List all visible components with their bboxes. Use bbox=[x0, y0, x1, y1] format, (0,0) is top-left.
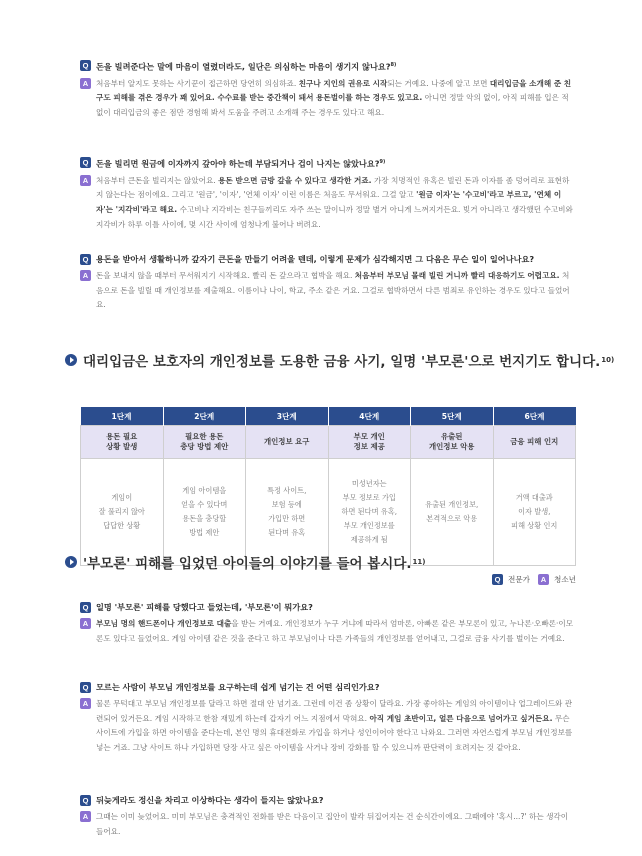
a-badge-icon: A bbox=[80, 78, 91, 89]
stage-header: 1단계 bbox=[81, 407, 164, 426]
a-badge-icon: A bbox=[80, 811, 91, 822]
stage-name: 개인정보 요구 bbox=[246, 426, 329, 459]
emphasis-text: 친구나 지인의 권유로 시작 bbox=[298, 78, 388, 88]
footnote-ref: 11) bbox=[412, 558, 426, 566]
question-text: 뒤늦게라도 정신을 차리고 이상하다는 생각이 들지는 않았나요? bbox=[96, 795, 324, 805]
answer-text bbox=[96, 269, 575, 313]
answer bbox=[80, 269, 575, 313]
answer-segment: 가장 치명적인 유혹은 빌린 돈과 이자를 좀 덩어리로 표현하지 않는다는 점이에요. 그리고 '원금', '이자', '연체 이자' 이런 이름은 처음도 무서워요. 그걸 알고 bbox=[96, 175, 570, 200]
section-title-text: '부모론' 피해를 입었던 아이들의 이야기를 들어 봅시다. bbox=[83, 556, 412, 572]
q-badge-icon: Q bbox=[492, 574, 503, 585]
answer-text bbox=[96, 810, 575, 839]
a-badge-icon: A bbox=[80, 175, 91, 186]
answer-text bbox=[96, 617, 575, 646]
question-text: 돈을 빌리면 원금에 이자까지 갚아야 하는데 부담되거나 겁이 나지는 않았나요?$^{9)}$ bbox=[96, 158, 386, 169]
stage-header: 2단계 bbox=[163, 407, 246, 426]
qa-item-4 bbox=[80, 601, 575, 646]
answer-segment: 처음부터 알지도 못하는 사기꾼이 접근하면 당연히 의심하죠. bbox=[96, 78, 299, 88]
stage-description: 특정 사이트, 보험 등에 가입만 하면 된다며 유혹 bbox=[246, 459, 329, 566]
emphasis-text: 부모님 명의 핸드폰이나 개인정보로 대출 bbox=[96, 619, 232, 628]
q-badge-icon: Q bbox=[80, 682, 91, 693]
stage-description: 게임이 잘 풀리지 않아 답답한 상황 bbox=[81, 459, 164, 566]
footnote-ref: 9) bbox=[379, 159, 386, 165]
answer-text bbox=[96, 174, 575, 232]
speaker-legend bbox=[492, 574, 576, 585]
answer-segment: 처음으로 돈을 빌릴 때 개인정보를 제출해요. 이름이나 나이, 학교, 주소 같은 거요. 그걸로 협박하면서 다른 범죄로 유인하는 경우도 있다고 들었어요. bbox=[96, 271, 570, 310]
q-badge-icon: Q bbox=[80, 60, 91, 71]
answer bbox=[80, 697, 575, 755]
legend-label-expert: 전문가 bbox=[508, 575, 531, 584]
stage-header: 5단계 bbox=[411, 407, 494, 426]
stage-description: 게임 아이템을 얻을 수 있다며 용돈을 충당할 방법 제안 bbox=[163, 459, 246, 566]
emphasis-text: '원금 이자'는 '수고비'라고 부르고, '연체 이자'는 '지각비'라고 해요. bbox=[96, 190, 562, 214]
qa-item-3 bbox=[80, 253, 575, 313]
answer-text bbox=[96, 77, 575, 121]
stage-description: 거액 대출과 이자 발생, 피해 상황 인지 bbox=[493, 459, 576, 566]
answer-segment: 아니면 정말 악의 없이, 아직 피해를 입은 적 없이 대리입금의 좋은 점만 경험해 봐서 도움을 주려고 소개해 주는 경우도 있다고 해요. bbox=[96, 93, 569, 117]
stage-header: 6단계 bbox=[493, 407, 576, 426]
answer-text bbox=[96, 697, 575, 755]
section-title-2 bbox=[65, 552, 425, 572]
emphasis-text: 처음부터 부모님 몰래 빌린 거니까 빨리 대응하기도 어렵고요. bbox=[354, 271, 560, 280]
question-text: 일명 '부모론' 피해를 당했다고 들었는데, '부모론'이 뭐가요? bbox=[96, 602, 313, 612]
stage-header: 4단계 bbox=[328, 407, 411, 426]
stage-name: 용돈 필요 상황 발생 bbox=[81, 426, 164, 459]
stage-header-row bbox=[81, 407, 576, 426]
answer bbox=[80, 77, 575, 121]
q-badge-icon: Q bbox=[80, 602, 91, 613]
question bbox=[80, 156, 575, 170]
answer-segment: 수고비나 지각비는 친구들끼리도 자주 쓰는 말이니까 정말 별거 아니게 느껴지거든요. 빚거 아니라고 생각했던 수고비와 지각비가 하루 이틀 사이에, 몇 시간 사이에 엄청나게 불어나 버려요. bbox=[96, 204, 573, 229]
play-arrow-icon bbox=[65, 556, 77, 568]
answer-segment: 물론 무턱대고 부모님 개인정보를 달라고 하면 절대 안 넘기죠. 그런데 이건 좀 상황이 달라요. 가장 좋아하는 게임의 아이템이나 업그레이드와 관련되어 있거든요. 게임 시작하고 한참 재밌게 하는데 갑자기 어느 지점에서 막혀요. bbox=[96, 699, 573, 723]
q-badge-icon: Q bbox=[80, 795, 91, 806]
question-text: 모르는 사람이 부모님 개인정보를 요구하는데 쉽게 넘기는 건 어떤 심리인가요? bbox=[96, 682, 380, 692]
answer-segment: 처음부터 큰돈을 빌리지는 않았어요. bbox=[96, 175, 219, 185]
a-badge-icon: A bbox=[80, 618, 91, 629]
stage-description: 미성년자는 부모 정보로 가입 하면 된다며 유혹, 부모 개인정보를 제공하게 됨 bbox=[328, 459, 411, 566]
question bbox=[80, 601, 575, 613]
answer-segment: 그때는 이미 늦었어요. 미미 부모님은 충격적인 전화를 받은 다음이고 집안이 발칵 뒤집어지는 건 순식간이에요. 그때에야 '혹시...?' 하는 생각이 들어요. bbox=[96, 812, 569, 836]
answer bbox=[80, 617, 575, 646]
footnote-ref: 8) bbox=[390, 62, 397, 68]
emphasis-text: 용돈 받으면 금방 갚을 수 있다고 생각한 거죠. bbox=[218, 175, 372, 185]
a-badge-icon: A bbox=[538, 574, 549, 585]
qa-item-5 bbox=[80, 681, 575, 755]
question bbox=[80, 253, 575, 265]
answer-segment: 을 받는 거예요. 개인정보가 누구 거냐에 따라서 엄마론, 아빠론 같은 부모론이 있고, 누나론·오빠론·이모론도 있다고 들었어요. 게임 아이템 같은 것을 준다고 하고 부모님이나 다른 가족들의 개인정보를 얻어내고, 그걸로 금융 사기를 벌이는 거예요. bbox=[96, 619, 574, 643]
play-arrow-icon bbox=[65, 354, 77, 366]
stage-header: 3단계 bbox=[246, 407, 329, 426]
legend-label-youth: 청소년 bbox=[554, 575, 577, 584]
section-title-text: 대리입금은 보호자의 개인정보를 도용한 금융 사기, 일명 '부모론'으로 번지기도 합니다. bbox=[83, 354, 601, 370]
a-badge-icon: A bbox=[80, 698, 91, 709]
emphasis-text: 대리입금을 소개해 준 친구도 피해를 겪은 경우가 꽤 있어요. 수수료를 받는 중간책이 돼서 용돈벌이를 하는 경우도 있고요. bbox=[96, 78, 572, 103]
stage-name: 부모 개인 정보 제공 bbox=[328, 426, 411, 459]
stage-name-row bbox=[81, 426, 576, 459]
answer-segment: 무슨 사이트에 가입을 하면 아이템을 준다는데, 본인 명의 휴대전화로 가입을 하거나 성인이어야 한다고 나와요. 그러면 자연스럽게 부모님 개인정보를 넣는 거죠. 그냥 사이트 하나 가입하면 당장 사고 싶은 아이템을 사거나 장비 강화를 할 수 있으니까 판단력이 흐려지는 것 같아요. bbox=[96, 713, 573, 752]
question-text: 돈을 빌려준다는 말에 마음이 열렸더라도, 일단은 의심하는 마음이 생기지 않나요?$^{8)}$ bbox=[96, 61, 397, 72]
stage-name: 유출된 개인정보 악용 bbox=[411, 426, 494, 459]
qa-item-2 bbox=[80, 156, 575, 232]
answer-segment: 돈을 보내지 않을 때부터 무서워지기 시작해요. 빨리 돈 갚으라고 협박을 해요. bbox=[96, 271, 355, 280]
stages-table bbox=[80, 407, 576, 566]
emphasis-text: 아직 게임 초반이고, 얼른 다음으로 넘어가고 싶거든요. bbox=[369, 713, 553, 723]
stage-name: 필요한 용돈 충당 방법 제안 bbox=[163, 426, 246, 459]
question bbox=[80, 794, 575, 806]
section-title-1 bbox=[65, 350, 614, 370]
stage-description: 유출된 개인정보, 본격적으로 악용 bbox=[411, 459, 494, 566]
footnote-ref: 10) bbox=[601, 356, 615, 364]
qa-item-1 bbox=[80, 59, 575, 121]
qa-item-6 bbox=[80, 794, 575, 839]
q-badge-icon: Q bbox=[80, 254, 91, 265]
question bbox=[80, 681, 575, 693]
question-text: 용돈을 받아서 생활하니까 갚자기 큰돈을 만들기 어려울 텐데, 이렇게 문제가 심각해지면 그 다음은 무슨 일이 일어나나요? bbox=[96, 254, 535, 264]
stage-description-row bbox=[81, 459, 576, 566]
question bbox=[80, 59, 575, 73]
stage-name: 금융 피해 인지 bbox=[493, 426, 576, 459]
answer bbox=[80, 810, 575, 839]
a-badge-icon: A bbox=[80, 270, 91, 281]
answer-segment: 되는 거예요. 나중에 알고 보면 bbox=[387, 78, 490, 88]
answer bbox=[80, 174, 575, 232]
q-badge-icon: Q bbox=[80, 157, 91, 168]
